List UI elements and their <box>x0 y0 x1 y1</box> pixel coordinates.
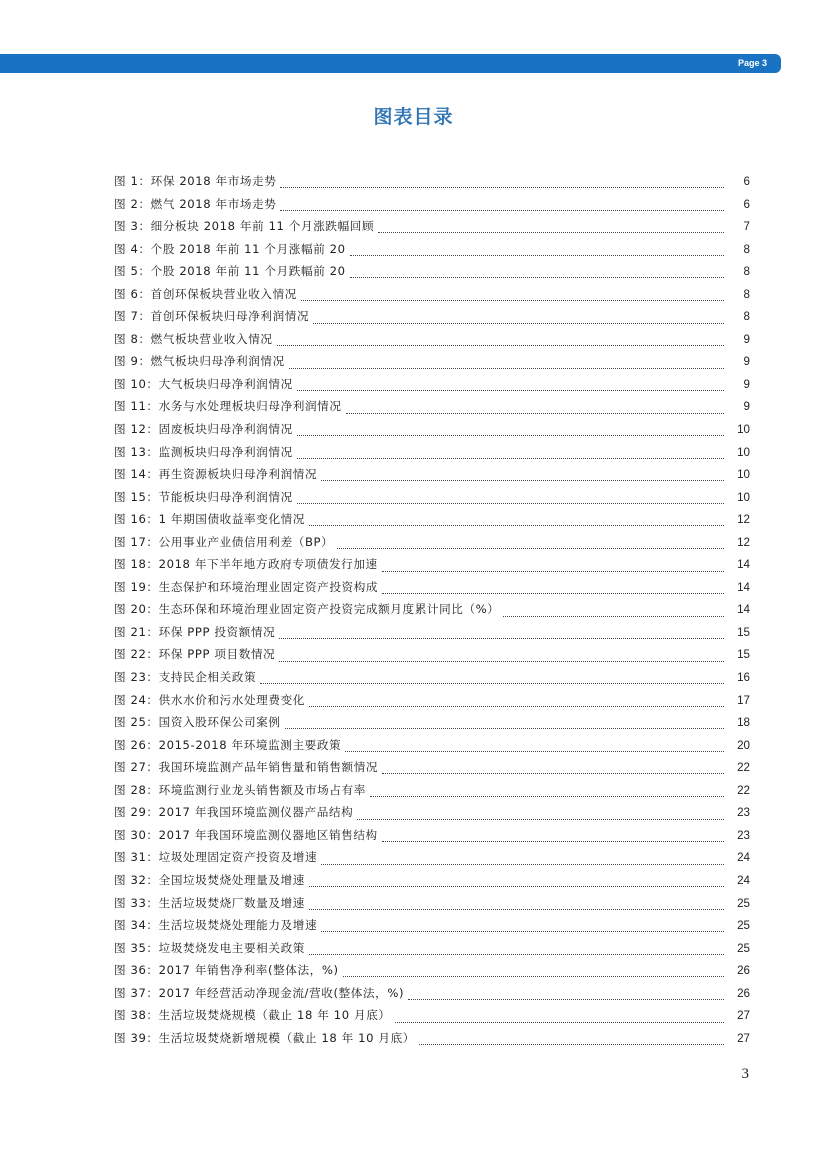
toc-leader-dots <box>503 615 724 617</box>
toc-leader-dots <box>357 818 724 820</box>
toc-entry-label: 图 5：个股 2018 年前 11 个月跌幅前 20 <box>114 264 346 279</box>
toc-leader-dots <box>289 367 724 369</box>
toc-leader-dots <box>321 479 724 481</box>
toc-leader-dots <box>419 1043 724 1045</box>
toc-entry-label: 图 17：公用事业产业债信用利差（BP） <box>114 534 334 549</box>
toc-leader-dots <box>297 502 724 504</box>
header-bar <box>0 54 781 73</box>
toc-entry[interactable] <box>114 533 750 556</box>
toc-entry-label: 图 36：2017 年销售净利率(整体法，%) <box>114 963 339 978</box>
toc-entry[interactable] <box>114 1006 750 1029</box>
toc-entry-label: 图 8：燃气板块营业收入情况 <box>114 331 273 346</box>
toc-entry-label: 图 3：细分板块 2018 年前 11 个月涨跌幅回顾 <box>114 219 375 234</box>
toc-entry[interactable] <box>114 691 750 714</box>
toc-entry-label: 图 19：生态保护和环境治理业固定资产投资构成 <box>114 579 379 594</box>
toc-entry-page: 8 <box>743 265 750 279</box>
toc-leader-dots <box>309 705 724 707</box>
toc-entry-page: 6 <box>743 197 750 211</box>
toc-entry-label: 图 38：生活垃圾焚烧规模（截止 18 年 10 月底） <box>114 1008 391 1023</box>
toc-entry-page: 23 <box>737 806 750 820</box>
toc-entry-page: 12 <box>737 535 750 549</box>
toc-entry[interactable] <box>114 465 750 488</box>
toc-leader-dots <box>321 930 724 932</box>
toc-entry-page: 9 <box>743 377 750 391</box>
toc-entry[interactable] <box>114 984 750 1007</box>
toc-entry[interactable] <box>114 375 750 398</box>
toc-entry-label: 图 31：垃圾处理固定资产投资及增速 <box>114 850 318 865</box>
toc-entry-label: 图 2：燃气 2018 年市场走势 <box>114 196 277 211</box>
toc-leader-dots <box>321 863 724 865</box>
toc-entry-page: 27 <box>737 1031 750 1045</box>
toc-entry[interactable] <box>114 262 750 285</box>
toc-entry[interactable] <box>114 510 750 533</box>
toc-list <box>114 172 750 1051</box>
toc-leader-dots <box>337 547 724 549</box>
toc-entry-label: 图 30：2017 年我国环境监测仪器地区销售结构 <box>114 827 378 842</box>
toc-entry[interactable] <box>114 330 750 353</box>
toc-leader-dots <box>309 953 724 955</box>
toc-entry[interactable] <box>114 578 750 601</box>
toc-entry-page: 18 <box>737 716 750 730</box>
toc-entry[interactable] <box>114 240 750 263</box>
toc-entry[interactable] <box>114 736 750 759</box>
toc-entry-label: 图 25：国资入股环保公司案例 <box>114 715 281 730</box>
toc-entry[interactable] <box>114 555 750 578</box>
toc-leader-dots <box>297 434 724 436</box>
page-title: 图表目录 <box>373 106 454 128</box>
toc-leader-dots <box>280 186 724 188</box>
toc-entry-page: 22 <box>737 761 750 775</box>
toc-entry-label: 图 29：2017 年我国环境监测仪器产品结构 <box>114 805 354 820</box>
toc-entry-label: 图 11：水务与水处理板块归母净利润情况 <box>114 399 342 414</box>
toc-entry-label: 图 16：1 年期国债收益率变化情况 <box>114 512 306 527</box>
toc-entry-label: 图 26：2015-2018 年环境监测主要政策 <box>114 737 342 752</box>
toc-entry[interactable] <box>114 443 750 466</box>
toc-leader-dots <box>382 592 724 594</box>
toc-entry-page: 14 <box>737 603 750 617</box>
toc-entry-page: 20 <box>737 738 750 752</box>
toc-leader-dots <box>279 637 724 639</box>
toc-entry-page: 22 <box>737 783 750 797</box>
toc-entry-page: 15 <box>737 625 750 639</box>
toc-leader-dots <box>285 727 724 729</box>
toc-leader-dots <box>277 344 724 346</box>
toc-entry[interactable] <box>114 803 750 826</box>
toc-entry[interactable] <box>114 285 750 308</box>
toc-entry-page: 8 <box>743 310 750 324</box>
toc-leader-dots <box>313 322 724 324</box>
toc-entry[interactable] <box>114 848 750 871</box>
toc-leader-dots <box>382 840 724 842</box>
toc-entry-page: 23 <box>737 828 750 842</box>
toc-entry-page: 10 <box>737 490 750 504</box>
toc-leader-dots <box>301 299 724 301</box>
toc-entry-page: 9 <box>743 332 750 346</box>
toc-entry-page: 25 <box>737 919 750 933</box>
page-number: 3 <box>741 1066 749 1082</box>
toc-entry-page: 26 <box>737 964 750 978</box>
toc-entry[interactable] <box>114 758 750 781</box>
toc-entry[interactable] <box>114 961 750 984</box>
toc-entry-page: 12 <box>737 513 750 527</box>
toc-entry[interactable] <box>114 397 750 420</box>
toc-leader-dots <box>350 276 724 278</box>
toc-leader-dots <box>279 660 724 662</box>
toc-entry[interactable] <box>114 1029 750 1052</box>
toc-entry-label: 图 39：生活垃圾焚烧新增规模（截止 18 年 10 月底） <box>114 1030 415 1045</box>
toc-entry[interactable] <box>114 713 750 736</box>
toc-entry-page: 25 <box>737 896 750 910</box>
toc-entry[interactable] <box>114 195 750 218</box>
toc-entry-label: 图 23：支持民企相关政策 <box>114 670 257 685</box>
toc-entry-page: 6 <box>743 175 750 188</box>
toc-entry-page: 25 <box>737 941 750 955</box>
toc-entry[interactable] <box>114 217 750 240</box>
toc-leader-dots <box>297 389 724 391</box>
toc-entry-label: 图 1：环保 2018 年市场走势 <box>114 174 277 188</box>
toc-entry[interactable] <box>114 894 750 917</box>
toc-entry-page: 14 <box>737 580 750 594</box>
toc-entry-label: 图 10：大气板块归母净利润情况 <box>114 376 293 391</box>
toc-entry[interactable] <box>114 916 750 939</box>
toc-entry[interactable] <box>114 668 750 691</box>
toc-entry-label: 图 27：我国环境监测产品年销售量和销售额情况 <box>114 760 379 775</box>
toc-entry-label: 图 24：供水水价和污水处理费变化 <box>114 692 305 707</box>
toc-entry-label: 图 28：环境监测行业龙头销售额及市场占有率 <box>114 782 366 797</box>
toc-entry-label: 图 32：全国垃圾焚烧处理量及增速 <box>114 872 305 887</box>
toc-entry[interactable] <box>114 600 750 623</box>
toc-entry-label: 图 13：监测板块归母净利润情况 <box>114 444 293 459</box>
toc-leader-dots <box>260 682 724 684</box>
toc-entry-page: 26 <box>737 986 750 1000</box>
toc-entry-label: 图 34：生活垃圾焚烧处理能力及增速 <box>114 918 318 933</box>
toc-entry-page: 14 <box>737 558 750 572</box>
toc-entry-label: 图 18：2018 年下半年地方政府专项债发行加速 <box>114 557 378 572</box>
toc-entry-label: 图 6：首创环保板块营业收入情况 <box>114 286 297 301</box>
toc-entry-label: 图 15：节能板块归母净利润情况 <box>114 489 293 504</box>
toc-entry[interactable] <box>114 645 750 668</box>
toc-entry[interactable] <box>114 939 750 962</box>
toc-entry-label: 图 21：环保 PPP 投资额情况 <box>114 624 276 639</box>
toc-entry-label: 图 33：生活垃圾焚烧厂数量及增速 <box>114 895 305 910</box>
toc-entry-label: 图 37：2017 年经营活动净现金流/营收(整体法，%) <box>114 985 405 1000</box>
toc-entry-label: 图 14：再生资源板块归母净利润情况 <box>114 467 318 482</box>
toc-entry-page: 24 <box>737 873 750 887</box>
toc-leader-dots <box>297 457 724 459</box>
toc-leader-dots <box>345 750 724 752</box>
toc-entry-label: 图 12：固废板块归母净利润情况 <box>114 422 293 437</box>
toc-entry-page: 15 <box>737 648 750 662</box>
toc-leader-dots <box>280 209 724 211</box>
toc-entry-page: 8 <box>743 287 750 301</box>
toc-entry[interactable] <box>114 871 750 894</box>
toc-entry-page: 24 <box>737 851 750 865</box>
toc-leader-dots <box>350 254 724 256</box>
toc-entry[interactable] <box>114 488 750 511</box>
toc-leader-dots <box>309 908 724 910</box>
toc-entry[interactable] <box>114 826 750 849</box>
toc-leader-dots <box>346 412 724 414</box>
toc-entry-label: 图 20：生态环保和环境治理业固定资产投资完成额月度累计同比（%） <box>114 602 500 617</box>
toc-entry-page: 10 <box>737 423 750 437</box>
toc-entry-page: 9 <box>743 355 750 369</box>
toc-entry-page: 7 <box>743 220 750 234</box>
toc-entry-page: 9 <box>743 400 750 414</box>
toc-entry[interactable] <box>114 623 750 646</box>
toc-leader-dots <box>309 524 724 526</box>
toc-entry[interactable] <box>114 352 750 375</box>
toc-leader-dots <box>370 795 724 797</box>
toc-entry-label: 图 22：环保 PPP 项目数情况 <box>114 647 276 662</box>
header-page-label: Page 3 <box>737 58 767 68</box>
toc-entry-page: 16 <box>737 671 750 685</box>
toc-entry-page: 17 <box>737 693 750 707</box>
toc-entry-page: 10 <box>737 445 750 459</box>
toc-entry[interactable] <box>114 307 750 330</box>
toc-entry-label: 图 7：首创环保板块归母净利润情况 <box>114 309 310 324</box>
toc-leader-dots <box>343 975 724 977</box>
toc-leader-dots <box>382 570 724 572</box>
toc-entry[interactable] <box>114 172 750 195</box>
toc-entry-label: 图 35：垃圾焚烧发电主要相关政策 <box>114 940 305 955</box>
toc-entry-page: 10 <box>737 468 750 482</box>
toc-entry-label: 图 4：个股 2018 年前 11 个月涨幅前 20 <box>114 241 346 256</box>
toc-leader-dots <box>378 231 724 233</box>
toc-leader-dots <box>382 772 724 774</box>
toc-entry-label: 图 9：燃气板块归母净利润情况 <box>114 354 285 369</box>
toc-entry[interactable] <box>114 781 750 804</box>
toc-leader-dots <box>408 998 724 1000</box>
toc-entry-page: 27 <box>737 1009 750 1023</box>
toc-entry[interactable] <box>114 420 750 443</box>
toc-leader-dots <box>395 1021 724 1023</box>
toc-leader-dots <box>309 885 724 887</box>
toc-entry-page: 8 <box>743 242 750 256</box>
